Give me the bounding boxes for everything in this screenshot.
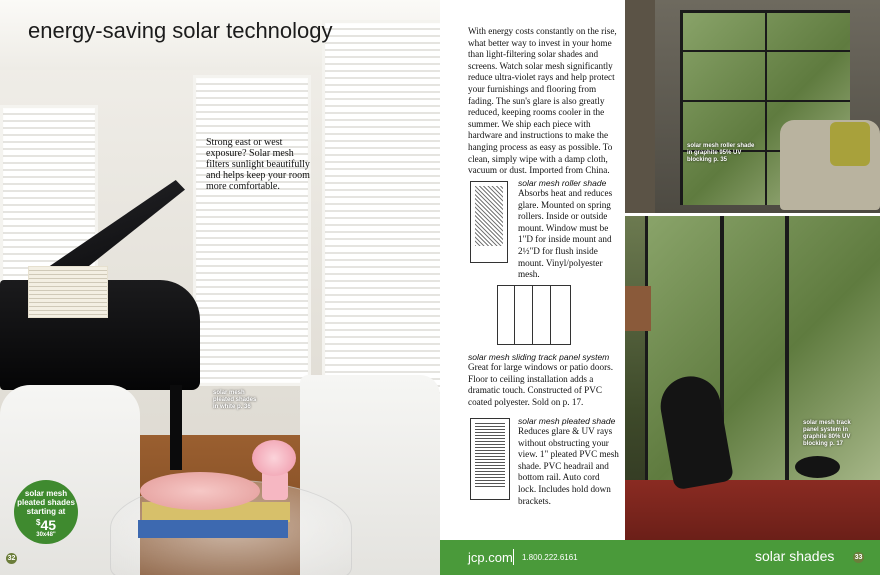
- phone-number: 1.800.222.6161: [522, 553, 578, 562]
- product-title: solar mesh sliding track panel system: [468, 352, 610, 362]
- product-tag-roller: solar mesh roller shade in graphite 95% UV blocking p. 35: [687, 143, 755, 163]
- pink-bowl: [140, 472, 260, 510]
- piano-leg: [170, 385, 182, 470]
- product-pleated-shade: [518, 416, 620, 507]
- sheet-music: [28, 266, 108, 318]
- product-description: Reduces glare & UV rays without obstructing your view. 1" pleated PVC mesh shade. PVC headrail and bottom rail. Auto cord lock. Includes hold down brackets.: [518, 426, 619, 506]
- right-page: [440, 0, 880, 575]
- product-sliding-track: [468, 352, 618, 408]
- window-center: [193, 75, 311, 386]
- roller-shade-illustration: [470, 181, 508, 263]
- photo-track-panel-room: [625, 216, 880, 540]
- text-column: [440, 0, 625, 540]
- product-tag-pleated: solar mesh pleated shades in white p. 36: [213, 390, 257, 410]
- page-number: 32: [7, 555, 16, 562]
- page-headline: energy-saving solar technology: [28, 18, 333, 43]
- price: $45: [35, 517, 57, 533]
- red-rug: [625, 480, 880, 540]
- website-link[interactable]: jcp.com: [468, 550, 513, 565]
- photo-callout: Strong east or west exposure? Solar mesh filters sunlight beautifully and helps keep your room more comfortable.: [206, 137, 310, 192]
- product-description: Absorbs heat and reduces glare. Mounted on spring rollers. Inside or outside mount. Window must be 1"D for inside mount and 2½"D for flush inside mount. Vinyl/polyester mesh.: [518, 188, 613, 280]
- product-title: solar mesh roller shade: [518, 178, 607, 188]
- pink-flowers: [252, 440, 296, 476]
- footer-divider: [513, 549, 514, 565]
- ottoman: [795, 456, 840, 478]
- section-title: solar shades: [755, 548, 835, 564]
- photo-roller-shade-room: [625, 0, 880, 213]
- intro-paragraph: With energy costs constantly on the rise, what better way to invest in your home than light-filtering solar shades and screens. Watch solar mesh significantly reduce ultra-violet rays and help protect your furnishings and flooring from fading. The sun's glare is also greatly reduced, keeping rooms cooler in the summer. We ship each piece with hardware and instructions to make the hanging process as easy as possible. To clean, simply wipe with a damp cloth, vacuum or dust. Imported from China.: [468, 26, 617, 176]
- product-title: solar mesh pleated shade: [518, 416, 616, 426]
- pillow: [830, 122, 870, 166]
- product-description: Great for large windows or patio doors. Floor to ceiling installation adds a dramatic touch. Constructed of PVC coated polyester. Sold on p. 17.: [468, 362, 614, 407]
- price-badge: solar mesh pleated shades starting at $45 30x48": [14, 480, 78, 544]
- product-tag-track: solar mesh track panel system in graphite 80% UV blocking p. 17: [803, 420, 851, 447]
- footer-bar: [440, 540, 880, 575]
- floor-lamp: [625, 286, 651, 331]
- sliding-track-illustration: [497, 285, 571, 345]
- pleated-shade-illustration: [470, 418, 510, 500]
- page-number: 33: [854, 554, 863, 561]
- bookshelf: [625, 0, 655, 213]
- book: [138, 520, 288, 538]
- product-roller-shade: [518, 178, 620, 281]
